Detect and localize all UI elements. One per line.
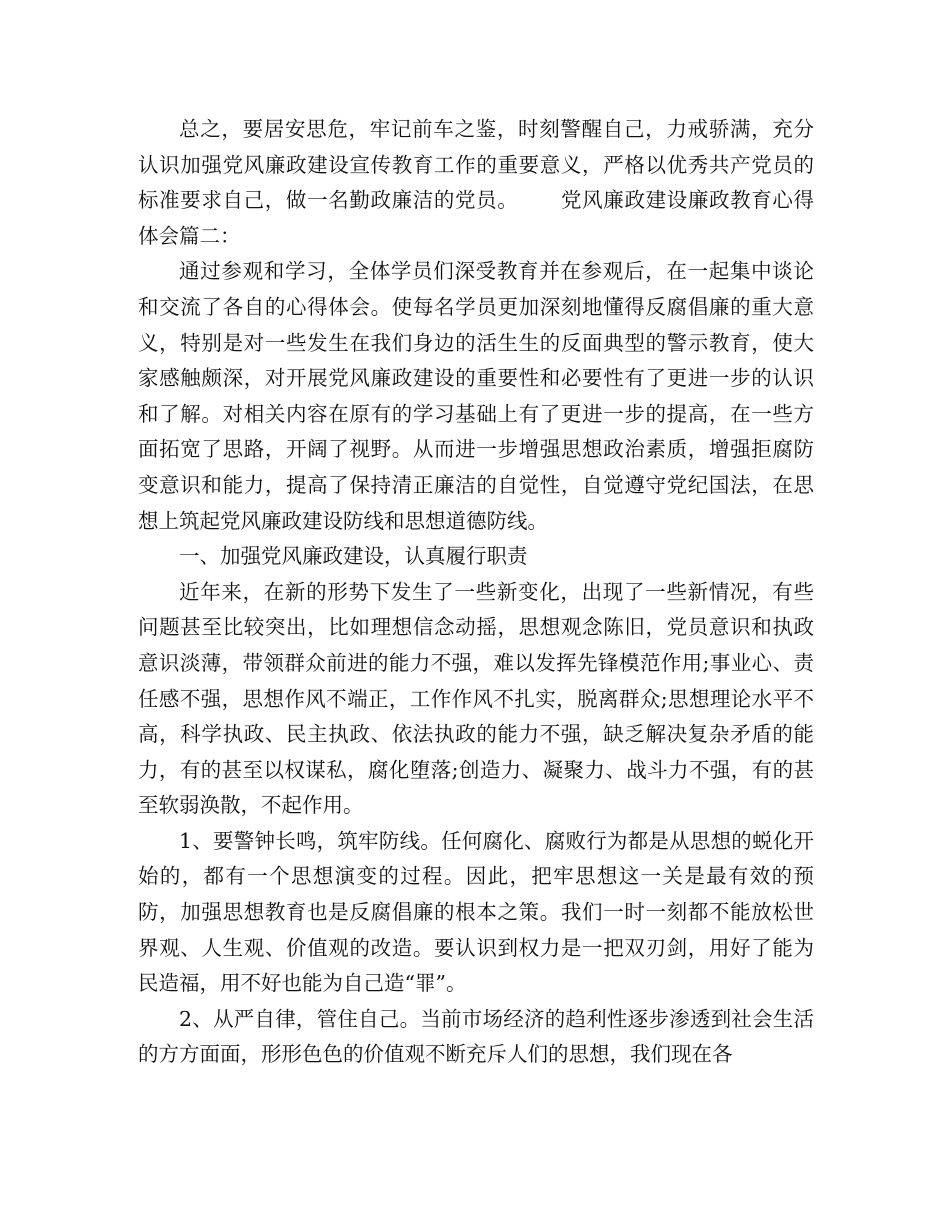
document-body (138, 112, 814, 1073)
paragraph-conclusion (138, 112, 814, 254)
section-heading-1: 一、加强党风廉政建设，认真履行职责 (179, 544, 528, 569)
paragraph-new-situation: 近年来，在新的形势下发生了一些新变化，出现了一些新情况，有些问题甚至比较突出，比如理想信念动摇，思想观念陈旧，党员意识和执政意识淡薄，带领群众前进的能力不强，难以发挥先锋模范作用;事业心、责任感不强，思想作风不端正，工作作风不扎实，脱离群众;思想理论水平不高，科学执政、民主执政、依法执政的能力不强，缺乏解决复杂矛盾的能力，有的甚至以权谋私，腐化堕落;创造力、凝聚力、战斗力不强，有的甚至软弱涣散，不起作用。 (138, 579, 814, 818)
paragraph-point-2: 2、从严自律，管住自己。当前市场经济的趋利性逐步渗透到社会生活的方方面面，形形色色的价值观不断充斥人们的思想，我们现在各 (138, 1006, 814, 1067)
paragraph-visit-study: 通过参观和学习，全体学员们深受教育并在参观后，在一起集中谈论和交流了各自的心得体会。使每名学员更加深刻地懂得反腐倡廉的重大意义，特别是对一些发生在我们身边的活生生的反面典型的警示教育，使大家感触颇深，对开展党风廉政建设的重要性和必要性有了更进一步的认识和了解。对相关内容在原有的学习基础上有了更进一步的提高，在一些方面拓宽了思路，开阔了视野。从而进一步增强思想政治素质，增强拒腐防变意识和能力，提高了保持清正廉洁的自觉性，自觉遵守党纪国法，在思想上筑起党风廉政建设防线和思想道德防线。 (138, 259, 814, 533)
paragraph-point-1: 1、要警钟长鸣，筑牢防线。任何腐化、腐败行为都是从思想的蜕化开始的，都有一个思想演变的过程。因此，把牢思想这一关是最有效的预防，加强思想教育也是反腐倡廉的根本之策。我们一时一刻都不能放松世界观、人生观、价值观的改造。要认识到权力是一把双刃剑，用好了能为民造福，用不好也能为自己造“罪”。 (138, 828, 814, 996)
section-heading-part-two: 党风廉政建设廉政教育心得体会篇二： (138, 188, 815, 248)
paragraph-text: 总之，要居安思危，牢记前车之鉴，时刻警醒自己，力戒骄满，充分认识加强党风廉政建设宣传教育工作的重要意义，严格以优秀共产党员的标准要求自己，做一名勤政廉洁的党员。 (138, 117, 814, 213)
